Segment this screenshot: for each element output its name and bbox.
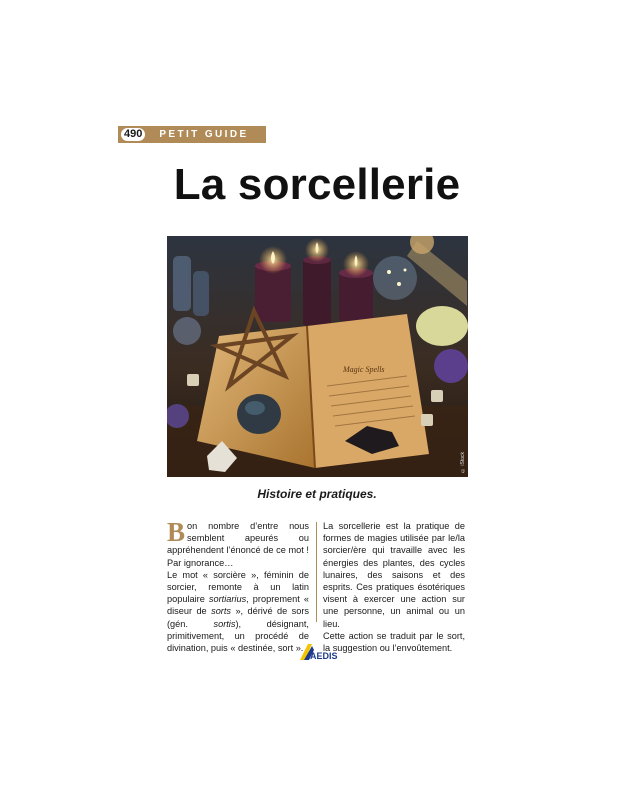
column-divider	[316, 522, 317, 622]
left-column	[167, 517, 309, 654]
left-paragraph-2: Le mot « sorcière », féminin de sorcier, remonte à un latin populaire sortiarius, proprement « diseur de sorts », dérivé de sors (gén. sortis), désignant, primitivement, un procédé de divination, puis « destinée, sort ».	[167, 569, 309, 654]
book-text: Magic Spells	[343, 365, 385, 374]
right-paragraph-2: Cette action se traduit par le sort, la suggestion ou l’envoûtement.	[323, 630, 465, 654]
aedis-logo-icon	[298, 640, 338, 664]
dropcap: B	[167, 517, 186, 547]
right-column	[323, 520, 465, 654]
series-label: PETIT GUIDE	[159, 129, 249, 140]
series-banner	[118, 126, 266, 143]
cover-photo-illustration	[167, 236, 468, 477]
left-paragraph-1: Bon nombre d’entre nous semblent apeurés ou appréhendent l’énoncé de ce mot ! Par ignorance…	[167, 517, 309, 568]
publisher-name: AEDIS	[310, 651, 338, 661]
series-number: 490	[121, 128, 145, 141]
publisher-logo	[298, 640, 338, 664]
photo-credit: © iStock	[460, 451, 466, 473]
cover-photo	[167, 236, 468, 477]
subtitle: Histoire et pratiques.	[257, 487, 377, 501]
page-title: La sorcellerie	[173, 160, 461, 209]
right-paragraph-1: La sorcellerie est la pratique de formes de magies utilisée par le/la sorcier/ère qui travaille avec les énergies des plantes, des cycles lunaires, des saisons et des esprits. Ces pratiques ésotériques visent à exercer une action sur une personne, un animal ou un lieu.	[323, 521, 465, 629]
